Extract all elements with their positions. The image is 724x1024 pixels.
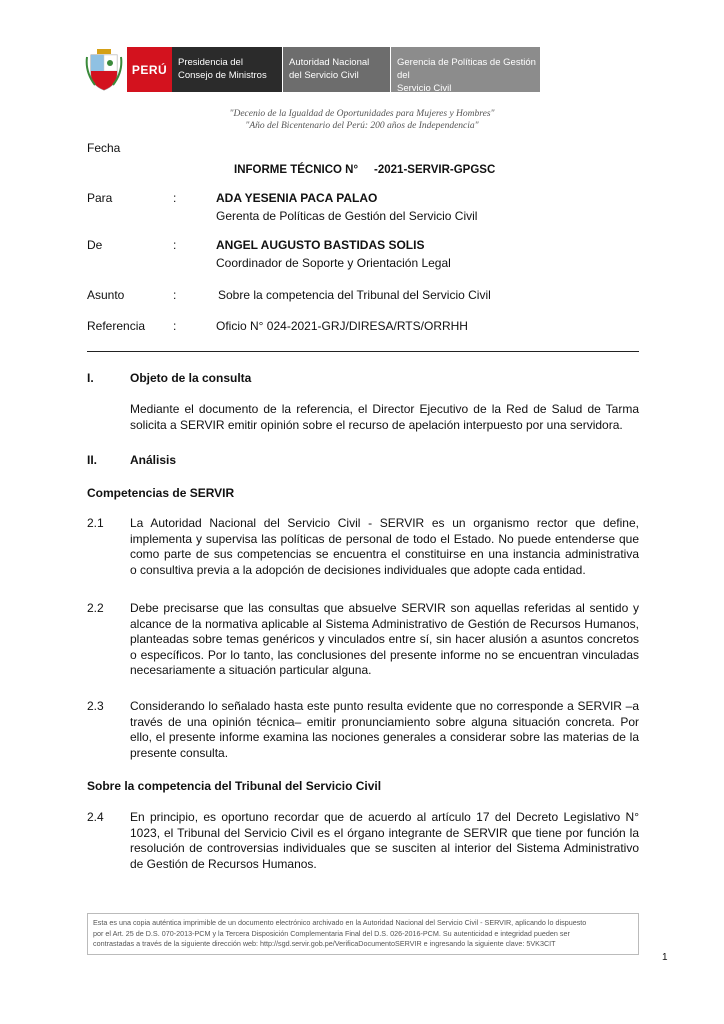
de-role: Coordinador de Soporte y Orientación Legal [216,256,451,270]
header-box-gerencia-line2: Servicio Civil [397,83,452,94]
para-label: Para [87,191,113,205]
paragraph-2-4 [130,810,639,872]
paragraph-2-1 [130,516,639,578]
decenio-line-2: "Año del Bicentenario del Perú: 200 años de Independencia" [245,121,479,131]
paragraph-line: La Autoridad Nacional del Servicio Civil - SERVIR es un organismo rector que define, [130,516,639,530]
peru-logo: PERÚ [127,47,172,92]
paragraph-line: implementa y supervisa las políticas de personal de todo el Estado. No puede entenderse que [130,531,639,546]
paragraph-2-4-number: 2.4 [87,810,104,824]
paragraph-2-3 [130,699,639,761]
paragraph-line: alcance de la normativa aplicable al Sistema Administrativo de Gestión de Recursos Humanos, [130,616,639,631]
paragraph-line: 1023, el Tribunal del Servicio Civil es el órgano integrante de SERVIR que tiene por función la [130,825,639,840]
paragraph-line: Debe precisarse que las consultas que absuelve SERVIR son aquellas referidas al sentido y [130,601,639,615]
paragraph-line: ello, el presente informe examina las nociones generales a considerar sobre las materias de la [130,730,639,745]
section-2-title: Análisis [130,453,177,467]
referencia-value: Oficio N° 024-2021-GRJ/DIRESA/RTS/ORRHH [216,319,468,333]
paragraph-line: resolución de controversias individuales que se susciten al interior del Sistema Administrativo [130,841,639,856]
paragraph-line: Considerando lo señalado hasta este punto resulta evidente que no corresponde a SERVIR –a [130,699,639,713]
paragraph-line: través de una opinión técnica– emitir pronunciamiento sobre alguna situación concreta. Por [130,714,639,729]
subheading-competencias: Competencias de SERVIR [87,486,235,500]
asunto-colon: : [173,288,177,302]
page-number: 1 [662,952,668,963]
paragraph-line: En principio, es oportuno recordar que de acuerdo al artículo 17 del Decreto Legislativo N° [130,810,639,824]
para-role: Gerenta de Políticas de Gestión del Servicio Civil [216,209,478,223]
section-2-number: II. [87,453,98,467]
header-banner [85,47,540,92]
footer-line: Esta es una copia auténtica imprimible de un documento electrónico archivado en la Autoridad Nacional del Servicio Civil - SERVIR, aplicando lo dispuesto [93,918,587,927]
header-box-pcm-line2: Consejo de Ministros [178,70,267,81]
para-colon: : [173,191,177,205]
paragraph-line: de Gestión de Recursos Humanos. [130,856,317,871]
section-1-paragraph [130,402,639,433]
header-box-servir-line1: Autoridad Nacional [289,57,370,68]
coat-of-arms-icon [85,47,123,92]
fecha-label: Fecha [87,141,121,155]
asunto-label: Asunto [87,288,125,302]
footer-line: por el Art. 25 de D.S. 070-2013-PCM y la Tercera Disposición Complementaria Final del D.S. 026-2016-PCM. Su autenticidad e integridad pueden ser [93,928,570,938]
subheading-tribunal: Sobre la competencia del Tribunal del Servicio Civil [87,779,382,793]
paragraph-line: presente consulta. [130,745,229,760]
section-1-number: I. [87,371,94,385]
header-box-servir [282,47,390,92]
section-1-title: Objeto de la consulta [130,371,252,385]
decenio-line-1: "Decenio de la Igualdad de Oportunidades para Mujeres y Hombres" [229,109,495,119]
header-box-pcm [172,47,282,92]
de-colon: : [173,238,177,252]
paragraph-line: necesariamente a situación particular alguna. [130,663,372,678]
asunto-value: Sobre la competencia del Tribunal del Servicio Civil [218,288,491,302]
de-label: De [87,238,103,252]
referencia-label: Referencia [87,319,146,333]
paragraph-2-1-number: 2.1 [87,516,104,530]
header-divider [87,351,639,352]
paragraph-2-2-number: 2.2 [87,601,104,615]
informe-title: INFORME TÉCNICO N° -2021-SERVIR-GPGSC [234,164,496,176]
paragraph-line: planteadas sobre temas genéricos y vinculados entre sí, sin hacer alusión a asuntos concretos [130,632,639,647]
paragraph-2-2 [130,601,639,679]
header-box-pcm-line1: Presidencia del [178,57,243,68]
paragraph-line: o consultiva previa a la adopción de decisiones individuales que adopte cada entidad. [130,562,586,577]
para-name: ADA YESENIA PACA PALAO [216,191,378,205]
authenticity-footer [87,913,639,955]
paragraph-line: como parte de sus competencias se encuentra el constituirse en una instancia administrativa [130,547,639,562]
paragraph-2-3-number: 2.3 [87,699,104,713]
paragraph-line: o específicos. Por lo tanto, las conclusiones del presente informe no se encuentran vinculadas [130,647,639,662]
header-box-gerencia [390,47,540,92]
header-box-servir-line2: del Servicio Civil [289,70,359,81]
section-1-line: solicita a SERVIR emitir opinión sobre el recurso de apelación interpuesto por una servidora. [130,417,623,432]
referencia-colon: : [173,319,177,333]
header-box-gerencia-line1: Gerencia de Políticas de Gestión del [397,57,536,81]
decenio-motto [0,108,724,132]
de-name: ANGEL AUGUSTO BASTIDAS SOLIS [216,238,425,252]
section-1-line: Mediante el documento de la referencia, el Director Ejecutivo de la Red de Salud de Tarma [130,402,639,416]
footer-line: contrastadas a través de la siguiente dirección web: http://sgd.servir.gob.pe/VerificaDocumentoSERVIR e ingresando la siguiente clave: 5VK3CIT [93,939,556,948]
